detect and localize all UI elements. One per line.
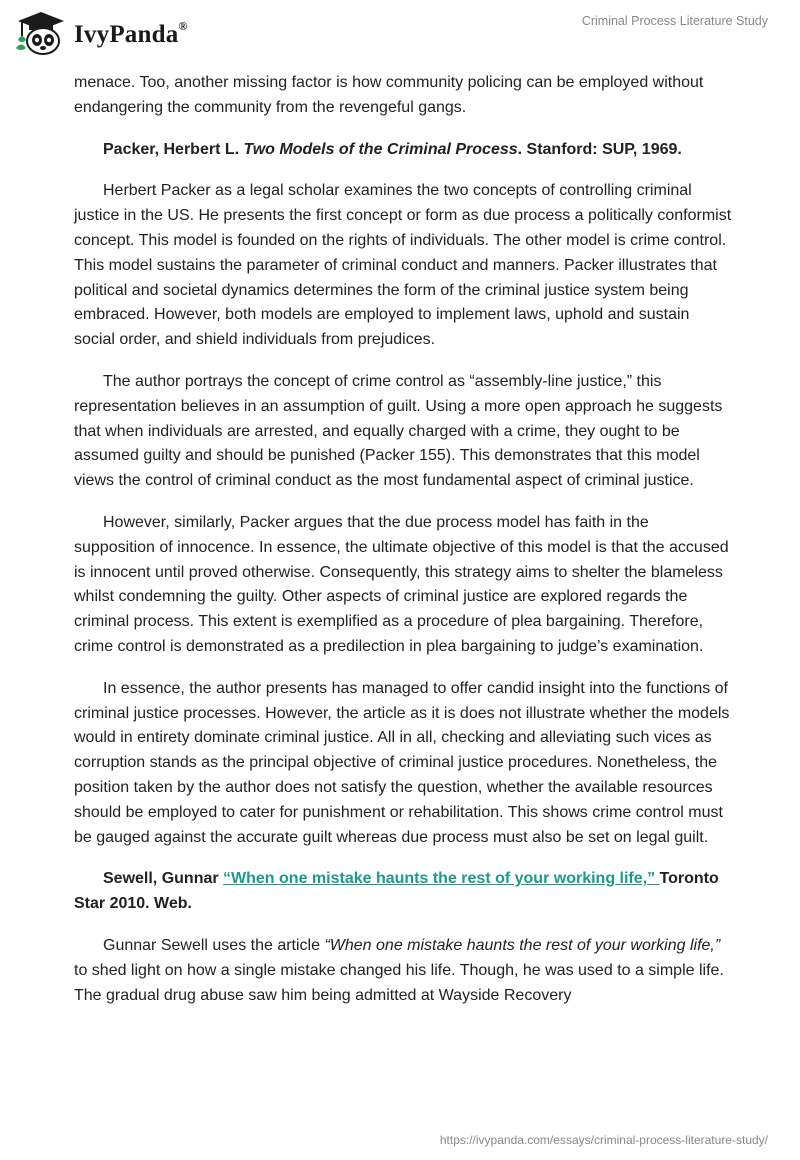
document-title: Criminal Process Literature Study — [581, 14, 768, 28]
paragraph: In essence, the author presents has managed to offer candid insight into the functions of criminal justice processes. However, the article as it is does not illustrate whether the models would in entirety dominate criminal justice. All in all, checking and alleviating such vices as corruption stands as the principal objective of criminal justice procedures. Nonetheless, the position taken by the author does not satisfy the question, whether the available resources should be employed to cater for punishment or rehabilitation. This shows crime control must be gauged against the accurate guilt whereas due process must also be set on legal guilt. — [74, 679, 730, 846]
page-header — [0, 0, 800, 70]
reference-sewell — [74, 867, 734, 917]
paragraph: Gunnar Sewell uses the article “When one mistake haunts the rest of your working life,” to shed light on how a single mistake changed his life. Though, he was used to a simple life. The gradual drug abuse saw him being admitted at Wayside Recovery — [74, 936, 724, 1004]
reference-publisher: . Stanford: SUP, 1969. — [517, 140, 682, 158]
reference-title: Two Models of the Criminal Process — [243, 140, 518, 158]
reference-source: Toronto Star 2010. Web. — [74, 870, 719, 913]
ivypanda-logo[interactable] — [14, 10, 188, 56]
paragraph: The author portrays the concept of crime control as “assembly-line justice,” this representation believes in an assumption of guilt. Using a more open approach he suggests that when individuals are arrested, and equally charged with a crime, they ought to be assumed guilty and should be punished (Packer 155). This demonstrates that this model views the control of criminal conduct as the most fundamental aspect of criminal justice. — [74, 372, 723, 490]
article-link[interactable]: “When one mistake haunts the rest of your working life,” — [223, 870, 660, 888]
source-url[interactable]: https://ivypanda.com/essays/criminal-process-literature-study/ — [439, 1133, 768, 1147]
panda-graduate-icon — [14, 10, 68, 56]
reference-author: Packer, Herbert L. — [103, 140, 244, 158]
reference-packer — [74, 138, 734, 163]
paragraph: Herbert Packer as a legal scholar examines the two concepts of controlling criminal justice in the US. He presents the first concept or form as due process a politically conformist concept. This model is founded on the rights of individuals. The other model is crime control. This model sustains the parameter of criminal conduct and manners. Packer illustrates that political and societal dynamics determines the form of the criminal justice system being embraced. However, both models are employed to implement laws, uphold and sustain social order, and shield individuals from prejudices. — [74, 182, 732, 349]
essay-body — [74, 71, 734, 1025]
brand-name: IvyPanda® — [74, 19, 188, 48]
reference-author: Sewell, Gunnar — [103, 870, 224, 888]
paragraph: However, similarly, Packer argues that the due process model has faith in the supposition of innocence. In essence, the ultimate objective of this model is that the accused is innocent until proved otherwise. Consequently, this strategy aims to shelter the blameless whilst condemning the guilty. Other aspects of criminal justice are explored regards the criminal process. This extent is exemplified as a procedure of plea bargaining. Therefore, crime control is demonstrated as a predilection in plea bargaining to judge’s examination. — [74, 513, 729, 655]
article-title-italic: “When one mistake haunts the rest of your working life,” — [324, 936, 721, 954]
paragraph-continuation: menace. Too, another missing factor is how community policing can be employed without endangering the community from the revengeful gangs. — [74, 74, 704, 116]
